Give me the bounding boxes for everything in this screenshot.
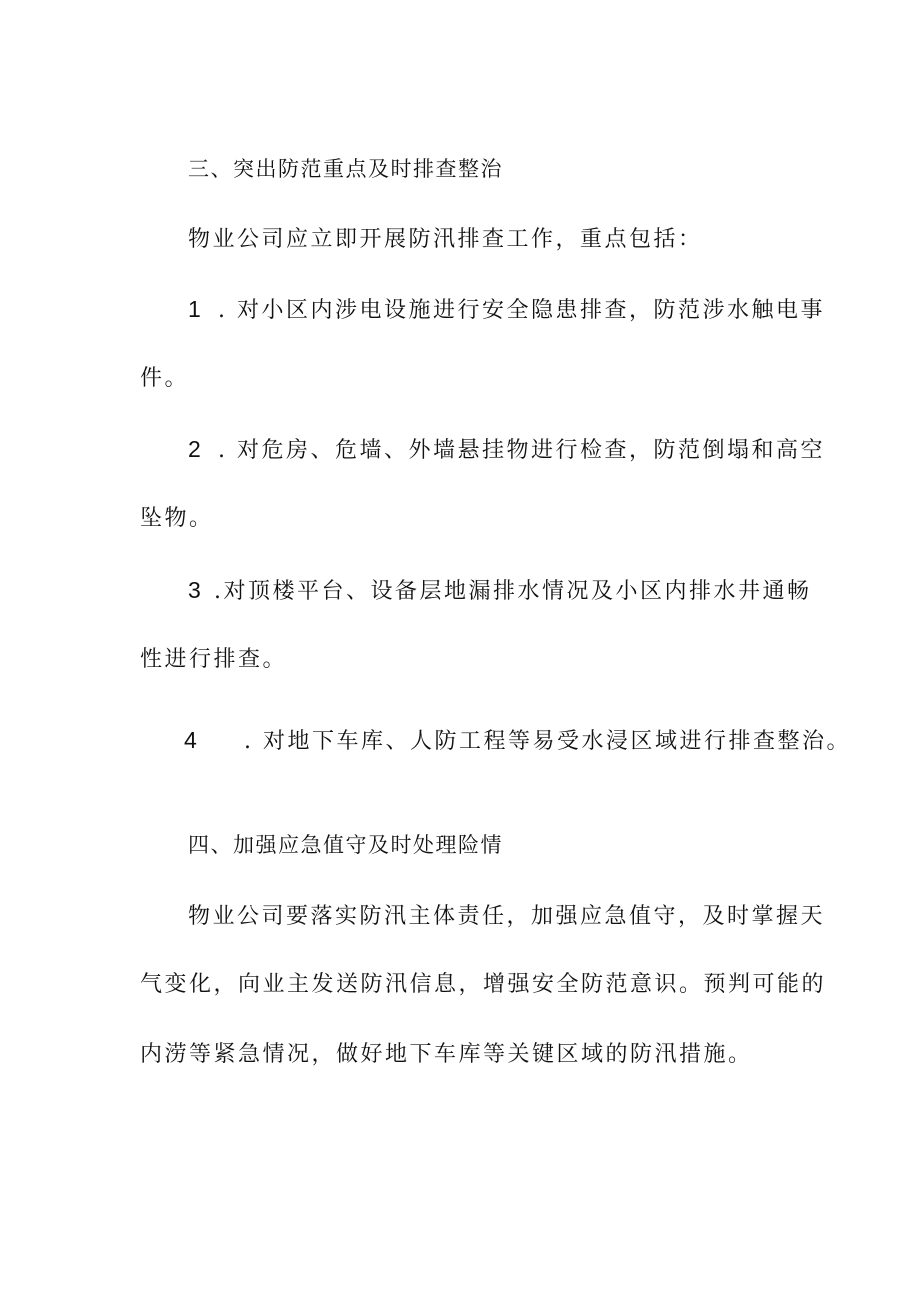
list-item-text: .对顶楼平台、设备层地漏排水情况及小区内排水井通畅 bbox=[214, 579, 812, 604]
section4-paragraph-line-1: 物业公司要落实防汛主体责任，加强应急值守，及时掌握天 bbox=[188, 904, 826, 929]
list-item-2 bbox=[188, 434, 825, 466]
list-item-2-continued: 坠物。 bbox=[140, 506, 214, 531]
list-item-text: . 对小区内涉电设施进行安全隐患排查，防范涉水触电事 bbox=[218, 298, 825, 323]
list-item-number: 2 bbox=[188, 436, 201, 462]
list-item-text: . 对地下车库、人防工程等易受水浸区域进行排查整治。 bbox=[244, 729, 851, 754]
list-item-1 bbox=[188, 294, 825, 326]
section4-paragraph-line-2: 气变化，向业主发送防汛信息，增强安全防范意识。预判可能的 bbox=[140, 972, 827, 997]
section4-paragraph-line-3: 内涝等紧急情况，做好地下车库等关键区域的防汛措施。 bbox=[140, 1042, 753, 1067]
list-item-number: 3 bbox=[188, 577, 201, 603]
list-item-1-continued: 件。 bbox=[140, 366, 190, 391]
section3-heading: 三、突出防范重点及时排查整治 bbox=[188, 157, 503, 181]
list-item-number: 4 bbox=[184, 727, 197, 753]
list-item-text: . 对危房、危墙、外墙悬挂物进行检查，防范倒塌和高空 bbox=[218, 438, 825, 463]
list-item-3 bbox=[188, 575, 812, 607]
list-item-number: 1 bbox=[188, 296, 201, 322]
list-item-4 bbox=[184, 725, 851, 757]
list-item-3-continued: 性进行排查。 bbox=[140, 647, 288, 672]
section3-intro: 物业公司应立即开展防汛排查工作，重点包括： bbox=[188, 227, 703, 252]
section4-heading: 四、加强应急值守及时处理险情 bbox=[188, 833, 503, 857]
